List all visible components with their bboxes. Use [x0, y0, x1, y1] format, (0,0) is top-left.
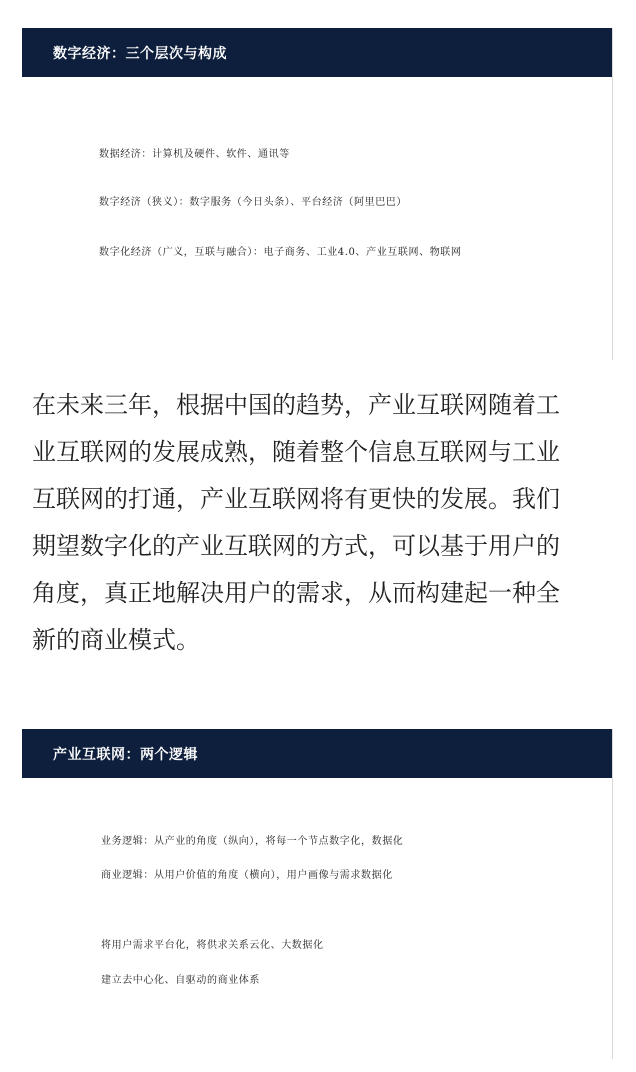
slide-line-commercial-logic: 商业逻辑：从用户价值的角度（横向），用户画像与需求数据化 [101, 870, 393, 881]
slide-line-platformization: 将用户需求平台化，将供求关系云化、大数据化 [101, 940, 324, 951]
slide-line-decentralization: 建立去中心化、自驱动的商业体系 [101, 975, 260, 986]
slide-line-data-economy: 数据经济：计算机及硬件、软件、通讯等 [99, 149, 290, 160]
slide-title: 数字经济：三个层次与构成 [22, 28, 612, 77]
paragraph-line: 业互联网的发展成熟，随着整个信息互联网与工业 [32, 438, 560, 466]
paragraph-line: 在未来三年，根据中国的趋势，产业互联网随着工 [32, 391, 560, 419]
slide-line-digitalized-economy-broad: 数字化经济（广义，互联与融合）：电子商务、工业4.0、产业互联网、物联网 [99, 247, 462, 258]
body-paragraph [32, 382, 607, 664]
paragraph-line: 互联网的打通，产业互联网将有更快的发展。我们 [32, 485, 560, 513]
slide-title: 产业互联网：两个逻辑 [22, 729, 612, 778]
paragraph-line: 角度，真正地解决用户的需求，从而构建起一种全 [32, 579, 560, 607]
paragraph-line: 新的商业模式。 [32, 626, 200, 654]
slide-industrial-internet [22, 729, 613, 1059]
paragraph-line: 期望数字化的产业互联网的方式，可以基于用户的 [32, 532, 560, 560]
slide-line-digital-economy-narrow: 数字经济（狭义）：数字服务（今日头条）、平台经济（阿里巴巴） [99, 197, 407, 208]
slide-digital-economy [22, 28, 613, 360]
slide-line-business-logic: 业务逻辑：从产业的角度（纵向），将每一个节点数字化，数据化 [101, 836, 404, 847]
